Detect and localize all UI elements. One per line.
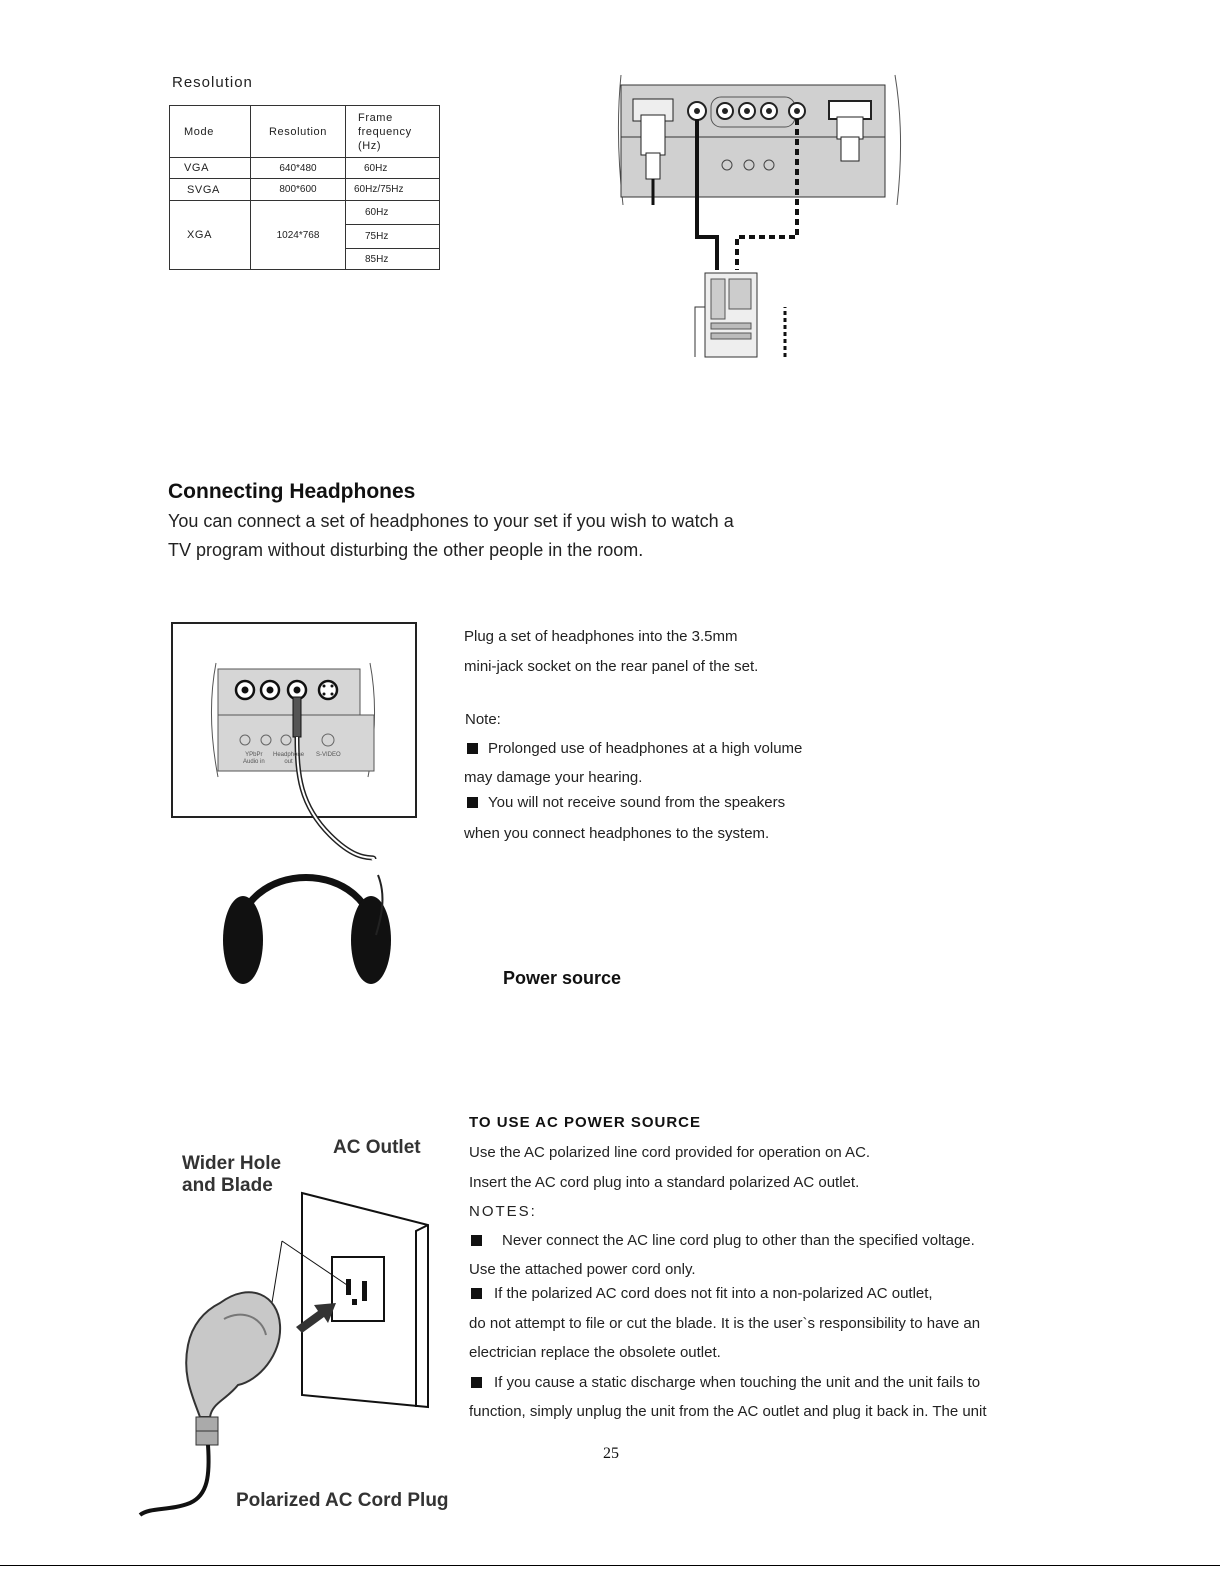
frequency-cell: 60Hz (346, 201, 440, 225)
power-note-text: If you cause a static discharge when touching the unit and the unit fails to (494, 1374, 981, 1391)
note-item (467, 794, 785, 811)
frequency-cell: 60Hz/75Hz (346, 179, 440, 201)
note-label: Note: (465, 711, 501, 728)
table-row (170, 201, 440, 225)
section-title-power: Power source (503, 968, 622, 988)
label-polarized-plug: Polarized AC Cord Plug (236, 1490, 449, 1511)
resolution-table (169, 105, 440, 270)
bullet-square-icon (471, 1377, 482, 1388)
label-out: out (284, 759, 293, 765)
header-frequency-line: frequency (358, 126, 412, 138)
label-audio-in: Audio in (243, 759, 265, 765)
power-note-item (471, 1232, 975, 1249)
label-headphone: Headphone (273, 752, 305, 758)
pc-connection-diagram (615, 75, 915, 365)
label-and-blade-line: and Blade (182, 1175, 273, 1196)
label-ypbpr-audio-in (243, 752, 265, 766)
note-text: Prolonged use of headphones at a high volume (488, 740, 803, 757)
mode-cell: SVGA (170, 179, 251, 201)
header-mode: Mode (170, 106, 251, 158)
instruction-line: Plug a set of headphones into the 3.5mm (464, 628, 738, 645)
power-note-item (471, 1285, 933, 1302)
resolution-cell: 640*480 (251, 158, 346, 179)
label-ypbpr: YPbPr (245, 752, 263, 758)
table-header-row (170, 106, 440, 158)
label-s-video: S-VIDEO (316, 752, 341, 758)
table-row (170, 158, 440, 179)
power-line: Insert the AC cord plug into a standard polarized AC outlet. (469, 1174, 860, 1191)
bullet-square-icon (467, 743, 478, 754)
resolution-caption: Resolution (172, 74, 253, 91)
power-note-text: function, simply unplug the unit from the AC outlet and plug it back in. The unit (469, 1403, 987, 1420)
resolution-cell: 1024*768 (251, 201, 346, 270)
headphone-panel-diagram (200, 655, 460, 1035)
header-hz-line: (Hz) (358, 140, 382, 152)
note-text: when you connect headphones to the system. (464, 825, 770, 842)
power-note-text: do not attempt to file or cut the blade. It is the user`s responsibility to have an (469, 1315, 981, 1332)
power-note-text: electrician replace the obsolete outlet. (469, 1344, 721, 1361)
mode-cell: XGA (170, 201, 251, 270)
section-title-headphones: Connecting Headphones (168, 480, 416, 503)
note-text: may damage your hearing. (464, 769, 643, 786)
power-note-text: Use the attached power cord only. (469, 1261, 696, 1278)
power-note-item (471, 1374, 980, 1391)
frequency-cell: 75Hz (346, 225, 440, 249)
headphones-intro-line: TV program without disturbing the other people in the room. (168, 540, 644, 560)
header-frame-line: Frame (358, 112, 393, 124)
headphones-intro-line: You can connect a set of headphones to your set if you wish to watch a (168, 511, 734, 531)
bullet-square-icon (471, 1235, 482, 1246)
page-number: 25 (603, 1445, 619, 1462)
header-resolution: Resolution (251, 106, 346, 158)
note-item (467, 740, 802, 757)
bullet-square-icon (471, 1288, 482, 1299)
label-wider-hole-line: Wider Hole (182, 1153, 282, 1174)
label-wider-hole (182, 1153, 281, 1197)
ac-outlet-diagram (130, 1185, 450, 1525)
table-row (170, 179, 440, 201)
frequency-cell: 60Hz (346, 158, 440, 179)
label-headphone-out (273, 752, 304, 766)
note-text: You will not receive sound from the speakers (488, 794, 786, 811)
frequency-cell: 85Hz (346, 249, 440, 270)
header-frame-frequency (346, 106, 440, 158)
notes-label: NOTES: (469, 1203, 537, 1220)
power-note-text: Never connect the AC line cord plug to other than the specified voltage. (502, 1232, 975, 1249)
page-bottom-rule (0, 1565, 1220, 1566)
mode-cell: VGA (170, 158, 251, 179)
power-note-text: If the polarized AC cord does not fit into a non-polarized AC outlet, (494, 1285, 933, 1302)
instruction-line: mini-jack socket on the rear panel of the set. (464, 658, 759, 675)
bullet-square-icon (467, 797, 478, 808)
resolution-cell: 800*600 (251, 179, 346, 201)
ac-power-title: TO USE AC POWER SOURCE (469, 1114, 702, 1131)
power-line: Use the AC polarized line cord provided for operation on AC. (469, 1144, 871, 1161)
label-ac-outlet: AC Outlet (333, 1137, 421, 1158)
